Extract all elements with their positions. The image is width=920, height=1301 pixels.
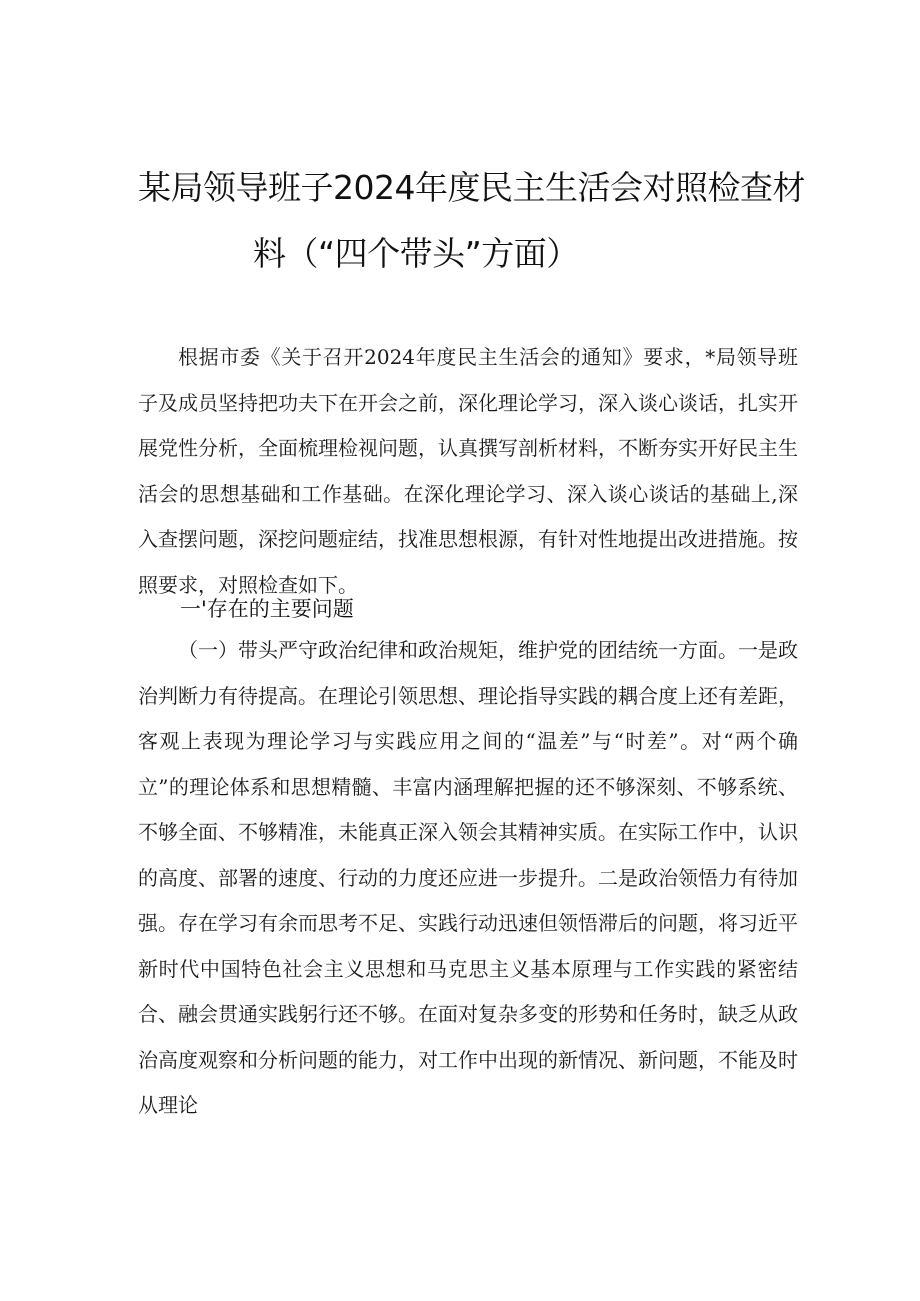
- intro-paragraph: 根据市委《关于召开2024年度民主生活会的通知》要求，*局领导班子及成员坚持把功夫下在开会之前，深化理论学习，深入谈心谈话，扎实开展党性分析，全面梳理检视问题，认真撰写剖析材料，不断夯实开好民主生活会的思想基础和工作基础。在深化理论学习、深入谈心谈话的基础上,深入查摆问题，深挖问题症结，找准思想根源，有针对性地提出改进措施。按照要求，对照检查如下。: [138, 345, 798, 597]
- document-title-line-1: 某局领导班子2024年度民主生活会对照检查材: [138, 168, 805, 207]
- document-title-line-2: 料（“四个带头”方面）: [253, 234, 579, 273]
- body-paragraph: （一）带头严守政治纪律和政治规矩，维护党的团结统一方面。一是政治判断力有待提高。在理论引领思想、理论指导实践的耦合度上还有差距，客观上表现为理论学习与实践应用之间的“温差”与“时差”。对“两个确立”的理论体系和思想精髓、丰富内涵理解把握的还不够深刻、不够系统、不够全面、不够精准，未能真正深入领会其精神实质。在实际工作中，认识的高度、部署的速度、行动的力度还应进一步提升。二是政治领悟力有待加强。存在学习有余而思考不足、实践行动迅速但领悟滞后的问题，将习近平新时代中国特色社会主义思想和马克思主义基本原理与工作实践的紧密结合、融会贯通实践躬行还不够。在面对复杂多变的形势和任务时，缺乏从政治高度观察和分析问题的能力，对工作中出现的新情况、新问题，不能及时从理论: [138, 638, 798, 1117]
- section-heading: 一'存在的主要问题: [180, 597, 354, 621]
